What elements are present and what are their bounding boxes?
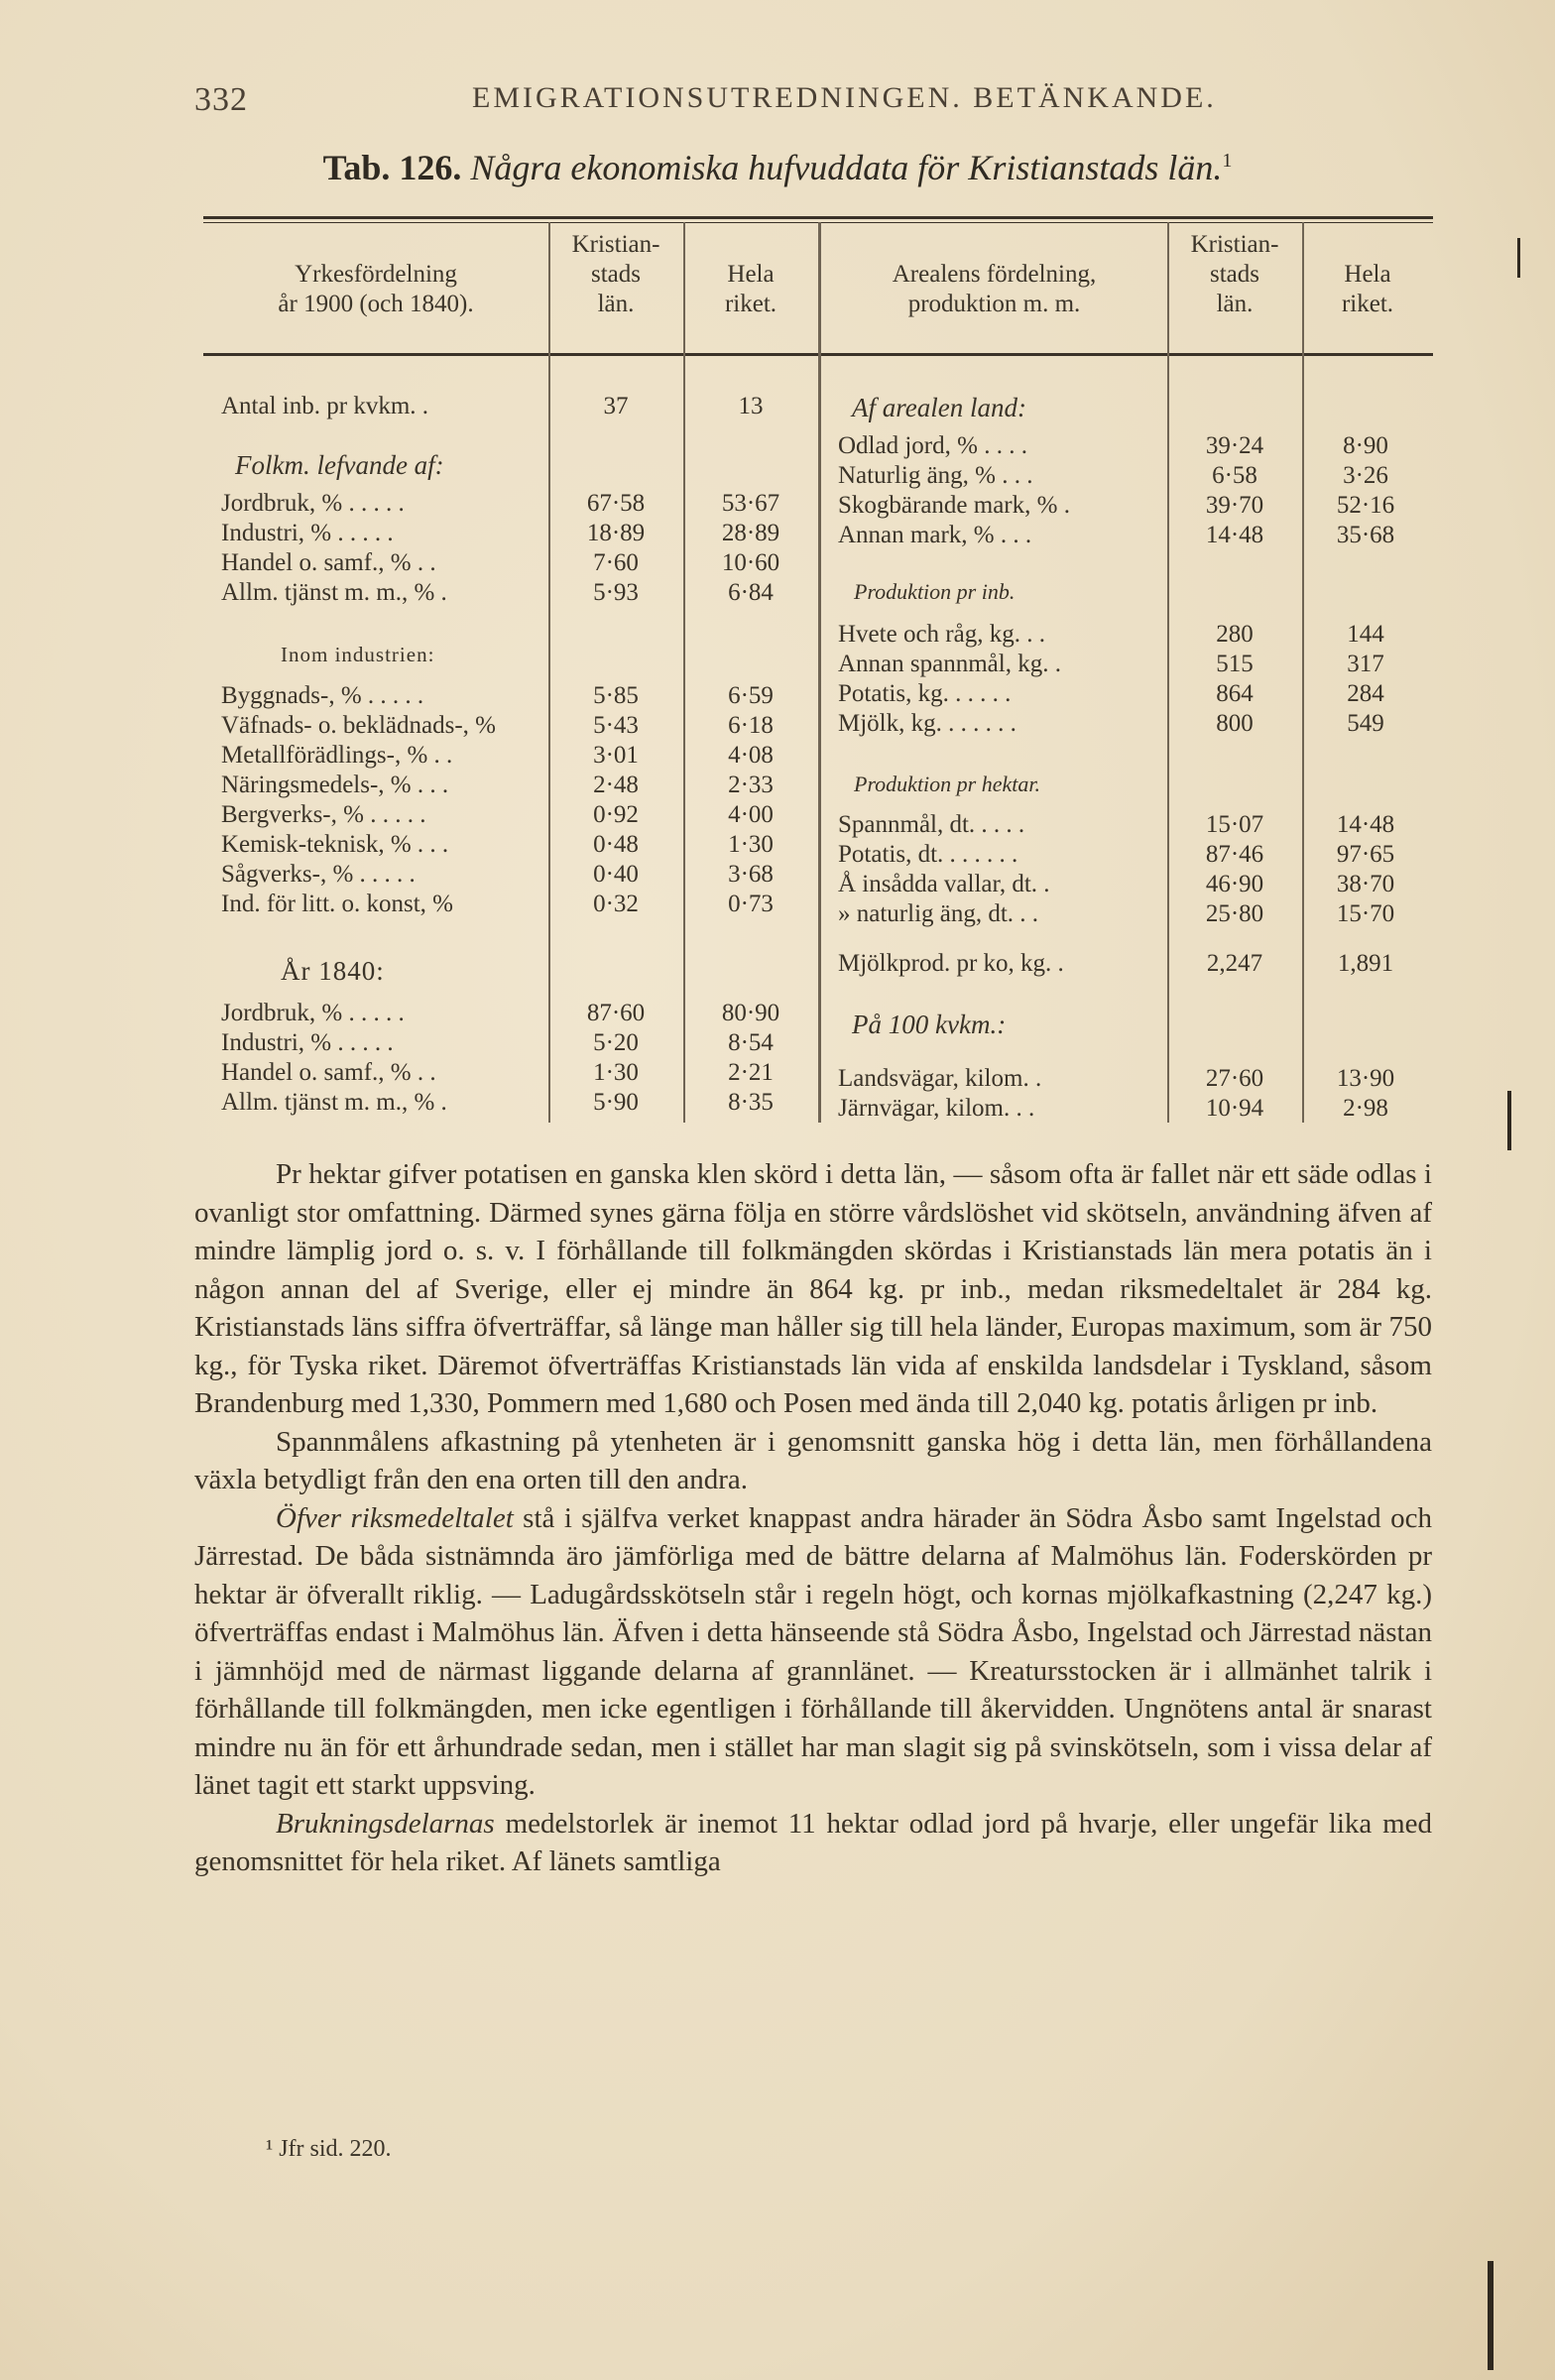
emphasis: Brukningsdelarnas <box>276 1807 495 1840</box>
paragraph-text: medelstorlek är inemot 11 hektar odlad jord på hvarje, eller ungefär lika med genomsnittet för hela riket. Af länets samtliga <box>194 1807 1432 1877</box>
value-riket: 53·67 <box>721 490 780 517</box>
value-kristianstad: 7·60 <box>593 549 639 576</box>
value-riket: 4·08 <box>728 742 774 769</box>
paragraph <box>194 1805 1432 1881</box>
row-label: Bergverks-, % . . . . . <box>221 801 426 828</box>
row-label: Folkm. lefvande af: <box>235 450 444 480</box>
value-kristianstad: 10·94 <box>1205 1095 1264 1122</box>
header-line: Kristian- <box>1190 231 1279 258</box>
value-riket: 2·33 <box>728 772 774 798</box>
value-riket: 80·90 <box>721 1000 780 1026</box>
value-kristianstad: 25·80 <box>1205 900 1264 927</box>
header-line: Yrkesfördelning <box>295 261 457 288</box>
row-label: Jordbruk, % . . . . . <box>221 1000 405 1026</box>
paragraph <box>194 1499 1432 1805</box>
value-riket: 13 <box>738 393 764 419</box>
page-number: 332 <box>194 81 248 118</box>
row-label: Handel o. samf., % . . <box>221 1059 436 1086</box>
value-riket: 2·98 <box>1343 1095 1388 1122</box>
row-label: Naturlig äng, % . . . <box>838 462 1033 489</box>
header-line: riket. <box>724 291 778 317</box>
value-riket: 8·35 <box>728 1089 774 1116</box>
row-label: » naturlig äng, dt. . . <box>838 900 1039 927</box>
value-kristianstad: 39·70 <box>1205 492 1264 519</box>
table-label: Tab. 126. <box>322 148 462 187</box>
value-riket: 35·68 <box>1336 522 1395 548</box>
row-label: Landsvägar, kilom. . <box>838 1065 1042 1092</box>
value-kristianstad: 2·48 <box>593 772 639 798</box>
page-edge-mark <box>1488 2261 1494 2370</box>
value-kristianstad: 27·60 <box>1205 1065 1264 1092</box>
value-kristianstad: 67·58 <box>586 490 646 517</box>
header-line: Hela <box>1344 261 1391 288</box>
table-caption: Några ekonomiska hufvuddata för Kristianstads län. <box>470 148 1223 187</box>
value-kristianstad: 515 <box>1216 651 1254 677</box>
row-label: Jordbruk, % . . . . . <box>221 490 405 517</box>
value-riket: 8·54 <box>728 1029 774 1056</box>
value-riket: 144 <box>1347 621 1384 648</box>
header-line: Hela <box>727 261 775 288</box>
row-label: Produktion pr inb. <box>854 579 1016 604</box>
value-riket: 3·26 <box>1343 462 1388 489</box>
row-label: Annan mark, % . . . <box>838 522 1032 548</box>
value-riket: 15·70 <box>1336 900 1395 927</box>
table-title <box>0 147 1555 188</box>
row-label: Potatis, kg. . . . . . <box>838 680 1012 707</box>
value-kristianstad: 0·48 <box>593 831 639 858</box>
value-riket: 1,891 <box>1337 950 1394 977</box>
value-kristianstad: 15·07 <box>1205 811 1264 838</box>
row-label: Allm. tjänst m. m., % . <box>221 579 447 606</box>
header-line: Kristian- <box>571 231 660 258</box>
header-kristianstad-left <box>548 230 683 319</box>
row-label: Näringsmedels-, % . . . <box>221 772 449 798</box>
value-riket: 0·73 <box>728 891 774 917</box>
header-riket-right <box>1302 260 1433 319</box>
row-label: Sågverks-, % . . . . . <box>221 861 416 888</box>
header-kristianstad-right <box>1167 230 1302 319</box>
row-label: År 1840: <box>281 956 385 986</box>
value-riket: 14·48 <box>1336 811 1395 838</box>
page-edge-mark <box>1507 1091 1511 1150</box>
row-label: Skogbärande mark, % . <box>838 492 1070 519</box>
value-riket: 1·30 <box>728 831 774 858</box>
row-label: Produktion pr hektar. <box>854 772 1040 796</box>
running-title: EMIGRATIONSUTREDNINGEN. BETÄNKANDE. <box>472 81 1217 114</box>
value-riket: 13·90 <box>1336 1065 1395 1092</box>
row-label: Mjölk, kg. . . . . . . <box>838 710 1017 737</box>
value-kristianstad: 5·93 <box>593 579 639 606</box>
header-occupation <box>203 260 548 319</box>
header-line: stads <box>1210 261 1259 288</box>
row-label: Potatis, dt. . . . . . . <box>838 841 1018 868</box>
table-top-rule <box>203 216 1433 219</box>
value-riket: 6·59 <box>728 682 774 709</box>
row-label: På 100 kvkm.: <box>852 1010 1007 1039</box>
value-kristianstad: 1·30 <box>593 1059 639 1086</box>
value-riket: 284 <box>1347 680 1384 707</box>
body-text <box>194 1155 1432 1881</box>
value-riket: 317 <box>1347 651 1384 677</box>
value-riket: 8·90 <box>1343 432 1388 459</box>
value-riket: 10·60 <box>721 549 780 576</box>
value-riket: 2·21 <box>728 1059 774 1086</box>
row-label: Af arealen land: <box>852 393 1026 422</box>
row-label: Handel o. samf., % . . <box>221 549 436 576</box>
value-kristianstad: 87·60 <box>586 1000 646 1026</box>
page-edge-mark <box>1517 238 1520 278</box>
value-riket: 6·84 <box>728 579 774 606</box>
row-label: Odlad jord, % . . . . <box>838 432 1027 459</box>
value-kristianstad: 5·90 <box>593 1089 639 1116</box>
value-riket: 38·70 <box>1336 871 1395 897</box>
row-label: Järnvägar, kilom. . . <box>838 1095 1035 1122</box>
row-label: Industri, % . . . . . <box>221 1029 394 1056</box>
row-label: Kemisk-teknisk, % . . . <box>221 831 449 858</box>
value-kristianstad: 0·92 <box>593 801 639 828</box>
header-line: stads <box>591 261 641 288</box>
footnote: ¹ Jfr sid. 220. <box>266 2136 392 2162</box>
value-riket: 52·16 <box>1336 492 1395 519</box>
value-kristianstad: 14·48 <box>1205 522 1264 548</box>
value-kristianstad: 5·20 <box>593 1029 639 1056</box>
header-line: år 1900 (och 1840). <box>278 291 474 317</box>
paragraph: Pr hektar gifver potatisen en ganska klen skörd i detta län, — såsom ofta är fallet när ett säde odlas i ovanligt stor omfattning. Därmed synes gärna följa en större vårdslöshet vid skötseln, användning äfven af mindre lämplig jord o. s. v. I förhållande till folkmängden skördas i Kristianstads län mera potatis än i någon annan del af Sverige, eller ej mindre än 864 kg. pr inb., medan riksmedeltalet är 284 kg. Kristianstads läns siffra öfverträffar, så länge man håller sig till hela länder, Europas maximum, som är 750 kg., för Tyska riket. Däremot öfverträffas Kristianstads län vida af enskilda landsdelar i Tyskland, såsom Brandenburg med 1,330, Pommern med 1,680 och Posen med ända till 2,040 kg. potatis årligen pr inb. <box>194 1158 1432 1419</box>
value-riket: 4·00 <box>728 801 774 828</box>
header-line: produktion m. m. <box>907 291 1081 317</box>
value-kristianstad: 5·43 <box>593 712 639 739</box>
value-kristianstad: 800 <box>1216 710 1254 737</box>
value-riket: 28·89 <box>721 520 780 546</box>
value-kristianstad: 280 <box>1216 621 1254 648</box>
row-label: Annan spannmål, kg. . <box>838 651 1061 677</box>
row-label: Antal inb. pr kvkm. . <box>221 393 429 419</box>
column-rule <box>818 222 821 1123</box>
value-riket: 3·68 <box>728 861 774 888</box>
value-riket: 97·65 <box>1336 841 1395 868</box>
row-label: Spannmål, dt. . . . . <box>838 811 1025 838</box>
value-kristianstad: 18·89 <box>586 520 646 546</box>
header-line: län. <box>597 291 635 317</box>
header-line: riket. <box>1341 291 1394 317</box>
value-kristianstad: 87·46 <box>1205 841 1264 868</box>
paragraph-text: stå i själfva verket knappast andra härader än Södra Åsbo samt Ingelstad och Järrestad. De båda sistnämnda äro jämförliga med de bättre delarna af Malmöhus län. Foderskörden pr hektar är öfverallt riklig. — Ladugårdsskötseln står i regeln högt, och kornas mjölkafkastning (2,247 kg.) öfverträffas endast i Malmöhus län. Äfven i detta hänseende stå Södra Åsbo, Ingelstad och Järrestad nästan i jämnhöjd med de närmast liggande delarna af grannlänet. — Kreatursstocken är i allmänhet talrik i förhållande till folkmängden, men icke egentligen i förhållande till åkervidden. Ungnötens antal är snarast mindre nu än för ett århundrade sedan, men i stället har man slagit sig på svinskötseln, som i vissa delar af länet tagit ett starkt uppsving. <box>194 1501 1432 1801</box>
value-kristianstad: 864 <box>1216 680 1254 707</box>
column-rule <box>548 222 550 1123</box>
footnote-mark: 1 <box>1222 150 1233 172</box>
value-kristianstad: 5·85 <box>593 682 639 709</box>
row-label: Byggnads-, % . . . . . <box>221 682 424 709</box>
value-kristianstad: 3·01 <box>593 742 639 769</box>
row-label: Å insådda vallar, dt. . <box>838 871 1050 897</box>
row-label: Inom industrien: <box>281 643 435 666</box>
row-label: Industri, % . . . . . <box>221 520 394 546</box>
row-label: Mjölkprod. pr ko, kg. . <box>838 950 1064 977</box>
value-kristianstad: 39·24 <box>1205 432 1264 459</box>
column-rule <box>683 222 685 1123</box>
column-rule <box>1167 222 1169 1123</box>
row-label: Hvete och råg, kg. . . <box>838 621 1045 648</box>
header-line: län. <box>1216 291 1254 317</box>
emphasis: Öfver riksmedeltalet <box>276 1501 514 1534</box>
column-rule <box>1302 222 1304 1123</box>
value-kristianstad: 46·90 <box>1205 871 1264 897</box>
row-label: Ind. för litt. o. konst, % <box>221 891 454 917</box>
paragraph: Spannmålens afkastning på ytenheten är i genomsnitt ganska hög i detta län, men förhållandena växla betydligt från den ena orten till den andra. <box>194 1425 1432 1495</box>
value-kristianstad: 37 <box>603 393 629 419</box>
value-riket: 6·18 <box>728 712 774 739</box>
value-riket: 549 <box>1347 710 1384 737</box>
row-label: Väfnads- o. beklädnads-, % <box>221 712 496 739</box>
header-area <box>821 260 1167 319</box>
value-kristianstad: 6·58 <box>1212 462 1257 489</box>
value-kristianstad: 2,247 <box>1206 950 1263 977</box>
data-table <box>203 216 1433 1129</box>
value-kristianstad: 0·32 <box>593 891 639 917</box>
row-label: Metallförädlings-, % . . <box>221 742 453 769</box>
header-line: Arealens fördelning, <box>892 261 1097 288</box>
row-label: Allm. tjänst m. m., % . <box>221 1089 447 1116</box>
header-riket-left <box>683 260 818 319</box>
value-kristianstad: 0·40 <box>593 861 639 888</box>
